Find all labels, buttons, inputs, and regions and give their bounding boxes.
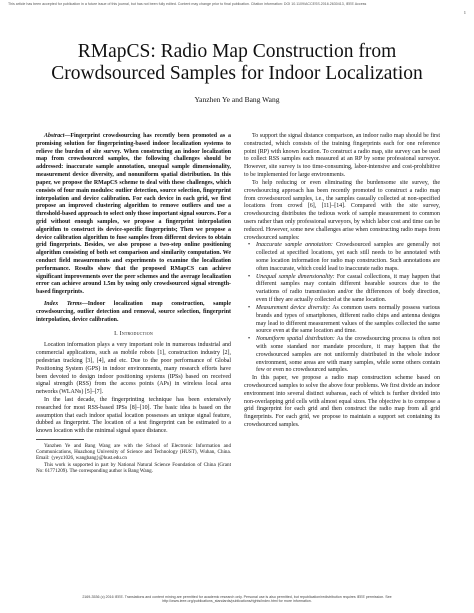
- publication-notice: This article has been accepted for publication in a future issue of this journal, but has not been fully edited. Content may change prior to final publication. Citation information: DOI 10.1109/ACCESS.2016.2630413, IEEE Access: [8, 2, 367, 6]
- copyright-line-2: http://www.ieee.org/publications_standards/publications/rights/index.html for more information.: [162, 599, 312, 604]
- challenge-text: As the crowdsourcing process is often not with some standard nor mandate procedure, it may happen that the crowdsourced samples are not uniformly distributed in the whole indoor environment, some areas are with many samples, while some others contain few or even no crowdsourced samples.: [256, 336, 440, 374]
- footnote-rule: [36, 439, 84, 440]
- index-terms-label: Index Terms: [44, 301, 82, 308]
- challenge-heading: Inaccurate sample annotation:: [256, 242, 333, 249]
- right-column: [244, 133, 440, 430]
- challenge-item: [256, 305, 440, 336]
- abstract-label: Abstract: [44, 133, 65, 139]
- challenge-heading: Measurement device diversity:: [256, 304, 331, 311]
- section-heading-introduction: [36, 331, 231, 339]
- intro-paragraph-1: Location information plays a very important role in numerous industrial and commercial applications, such as mobile robots [1], construction industry [2], pedestrian tracking [3], [4], and etc. Due to the poor performance of Global Positioning System (GPS) in indoor environments, many research efforts have been devoted to design indoor positioning systems (IPSs) based on received signal strength (RSS) from the access points (APs) in wireless local area networks (WLANs) [5]–[7].: [36, 342, 231, 396]
- index-terms: [36, 301, 231, 324]
- challenge-item: [256, 336, 440, 375]
- section-number: I.: [114, 330, 118, 337]
- paper-title-line-2: Crowdsourced Samples for Indoor Localization: [51, 63, 423, 84]
- challenge-heading: Unequal sample dimensionality:: [256, 273, 335, 280]
- index-terms-text: —Indoor localization map construction, sample crowdsourcing, outlier detection and removal, source selection, fingerprint interpolation, device calibration.: [36, 301, 231, 323]
- challenge-list: [244, 242, 440, 375]
- section-title: Introduction: [119, 330, 153, 337]
- paper-title-line-1: RMapCS: Radio Map Construction from: [77, 41, 397, 62]
- right-paragraph-3: In this paper, we propose a radio map construction scheme based on crowdsourced samples to solve the above four problems. We first divide an indoor environment into several distinct subareas, each of which is further divided into non-overlapping grid cells with almost equal sizes. The objective is to compose a grid fingerprint for each grid and then construct the radio map from all grid fingerprints. For each grid, we propose to maintain a support set containing its crowdsourced samples.: [244, 375, 440, 429]
- challenge-item: [256, 274, 440, 305]
- copyright-notice: [0, 595, 474, 604]
- right-paragraph-2: To help reducing or even eliminating the burdensome site survey, the crowdsourcing approach has been recently promoted to construct a radio map from crowdsourced samples, i.e., the samples casually collected at non-specified locations from crowd [6], [11]–[14]. Compared with the site survey, crowdsourcing distributes the tedious work of sample measurement to common users rather than only professional surveyors, by which labor cost and time can be reduced. However, some new challenges arise when constructing radio maps from crowdsourced samples:: [244, 179, 440, 241]
- challenge-item: [256, 242, 440, 273]
- paper-authors: Yanzhen Ye and Bang Wang: [194, 95, 280, 104]
- footnote-affiliation: Yanzhen Ye and Bang Wang are with the School of Electronic Information and Communications, Huazhong University of Science and Technology (HUST), Wuhan, China. Email: {yeyz1026, wangbang}@hust.edu.cn: [36, 442, 231, 462]
- intro-paragraph-2: In the last decade, the fingerprinting technique has been extensively researched for most RSS-based IPSs [8]–[10]. The basic idea is based on the assumption that each indoor spatial location possesses an unique signal feature, dubbed as fingerprint. The location of a test fingerprint can be estimated to a known location with the minimal signal space distance.: [36, 397, 231, 435]
- paper-title: [0, 41, 474, 85]
- left-column: [36, 133, 231, 475]
- copyright-line-1: 2169-3536 (c) 2016 IEEE. Translations and content mining are permitted for academic research only. Personal use is also permitted, but republication/redistribution requires IEEE permission. See: [82, 595, 392, 599]
- abstract: [36, 133, 231, 297]
- page-number: 1: [463, 10, 466, 15]
- right-paragraph-1: To support the signal distance comparison, an indoor radio map should be first constructed, which consists of the training fingerprints each for one reference point (RP) with known location. To construct a radio map, site survey can be used to collect RSS samples each measured at an RP by some professional surveyor. However, site survey is too time-consuming, labor-intensive and cost-prohibitive to be implemented for large environments.: [244, 133, 440, 179]
- abstract-text: —Fingerprint crowdsourcing has recently been promoted as a promising solution for fingerprinting-based indoor localization systems to relieve the burden of site survey. When constructing an indoor localization map from crowdsourced samples, the following challenges should be addressed: inaccurate sample annotation, unequal sample dimensionality, measurement device diversity, and nonuniform spatial distribution. In this paper, we propose the RMapCS scheme to deal with these challenges, which consists of four main modules: outlier detection, source selection, fingerprint interpolation and device calibration. For each device in each grid, we first propose an improved clustering algorithm to remove outliers and use a threshold-based approach to select only those important signal sources. For a grid without enough samples, we propose a fingerprint interpolation algorithm to construct its device-specific fingerprints; Then we propose a device calibration algorithm to fuse samples from different devices to obtain grid fingerprints. Besides, we also propose a two-step online positioning algorithm consisting of both set comparison and similarity computation. We conduct field measurements and experiments to examine the localization performance. Results show that the proposed RMapCS can achieve significant improvements over the peer schemes and the average localization error can achieve around 1.5m by using only crowdsourced signal strength-based fingerprints.: [36, 133, 232, 296]
- challenge-text: Crowdsourced samples are generally not collected at specified locations, yet each still needs to be annotated with some location information for radio map construction. Such annotations are often inaccurate, which could lead to inaccurate radio maps.: [256, 242, 440, 272]
- footnote-funding: This work is supported in part by National Natural Science Foundation of China (Grant No: 61771209). The corresponding author is Bang Wang.: [36, 461, 231, 475]
- challenge-text: For casual collections, it may happen that different samples may contain different hearable sources due to the variations of radio transmission and/or the differences of body direction, even if they are actually collected at the same location.: [256, 273, 440, 304]
- challenge-heading: Nonuniform spatial distribution:: [256, 336, 335, 343]
- challenge-text: As common users normally possess various brands and types of smartphones, different radio chips and antenna designs may lead to different measurement values of the samples collected the same source even at the same location and time.: [256, 304, 440, 335]
